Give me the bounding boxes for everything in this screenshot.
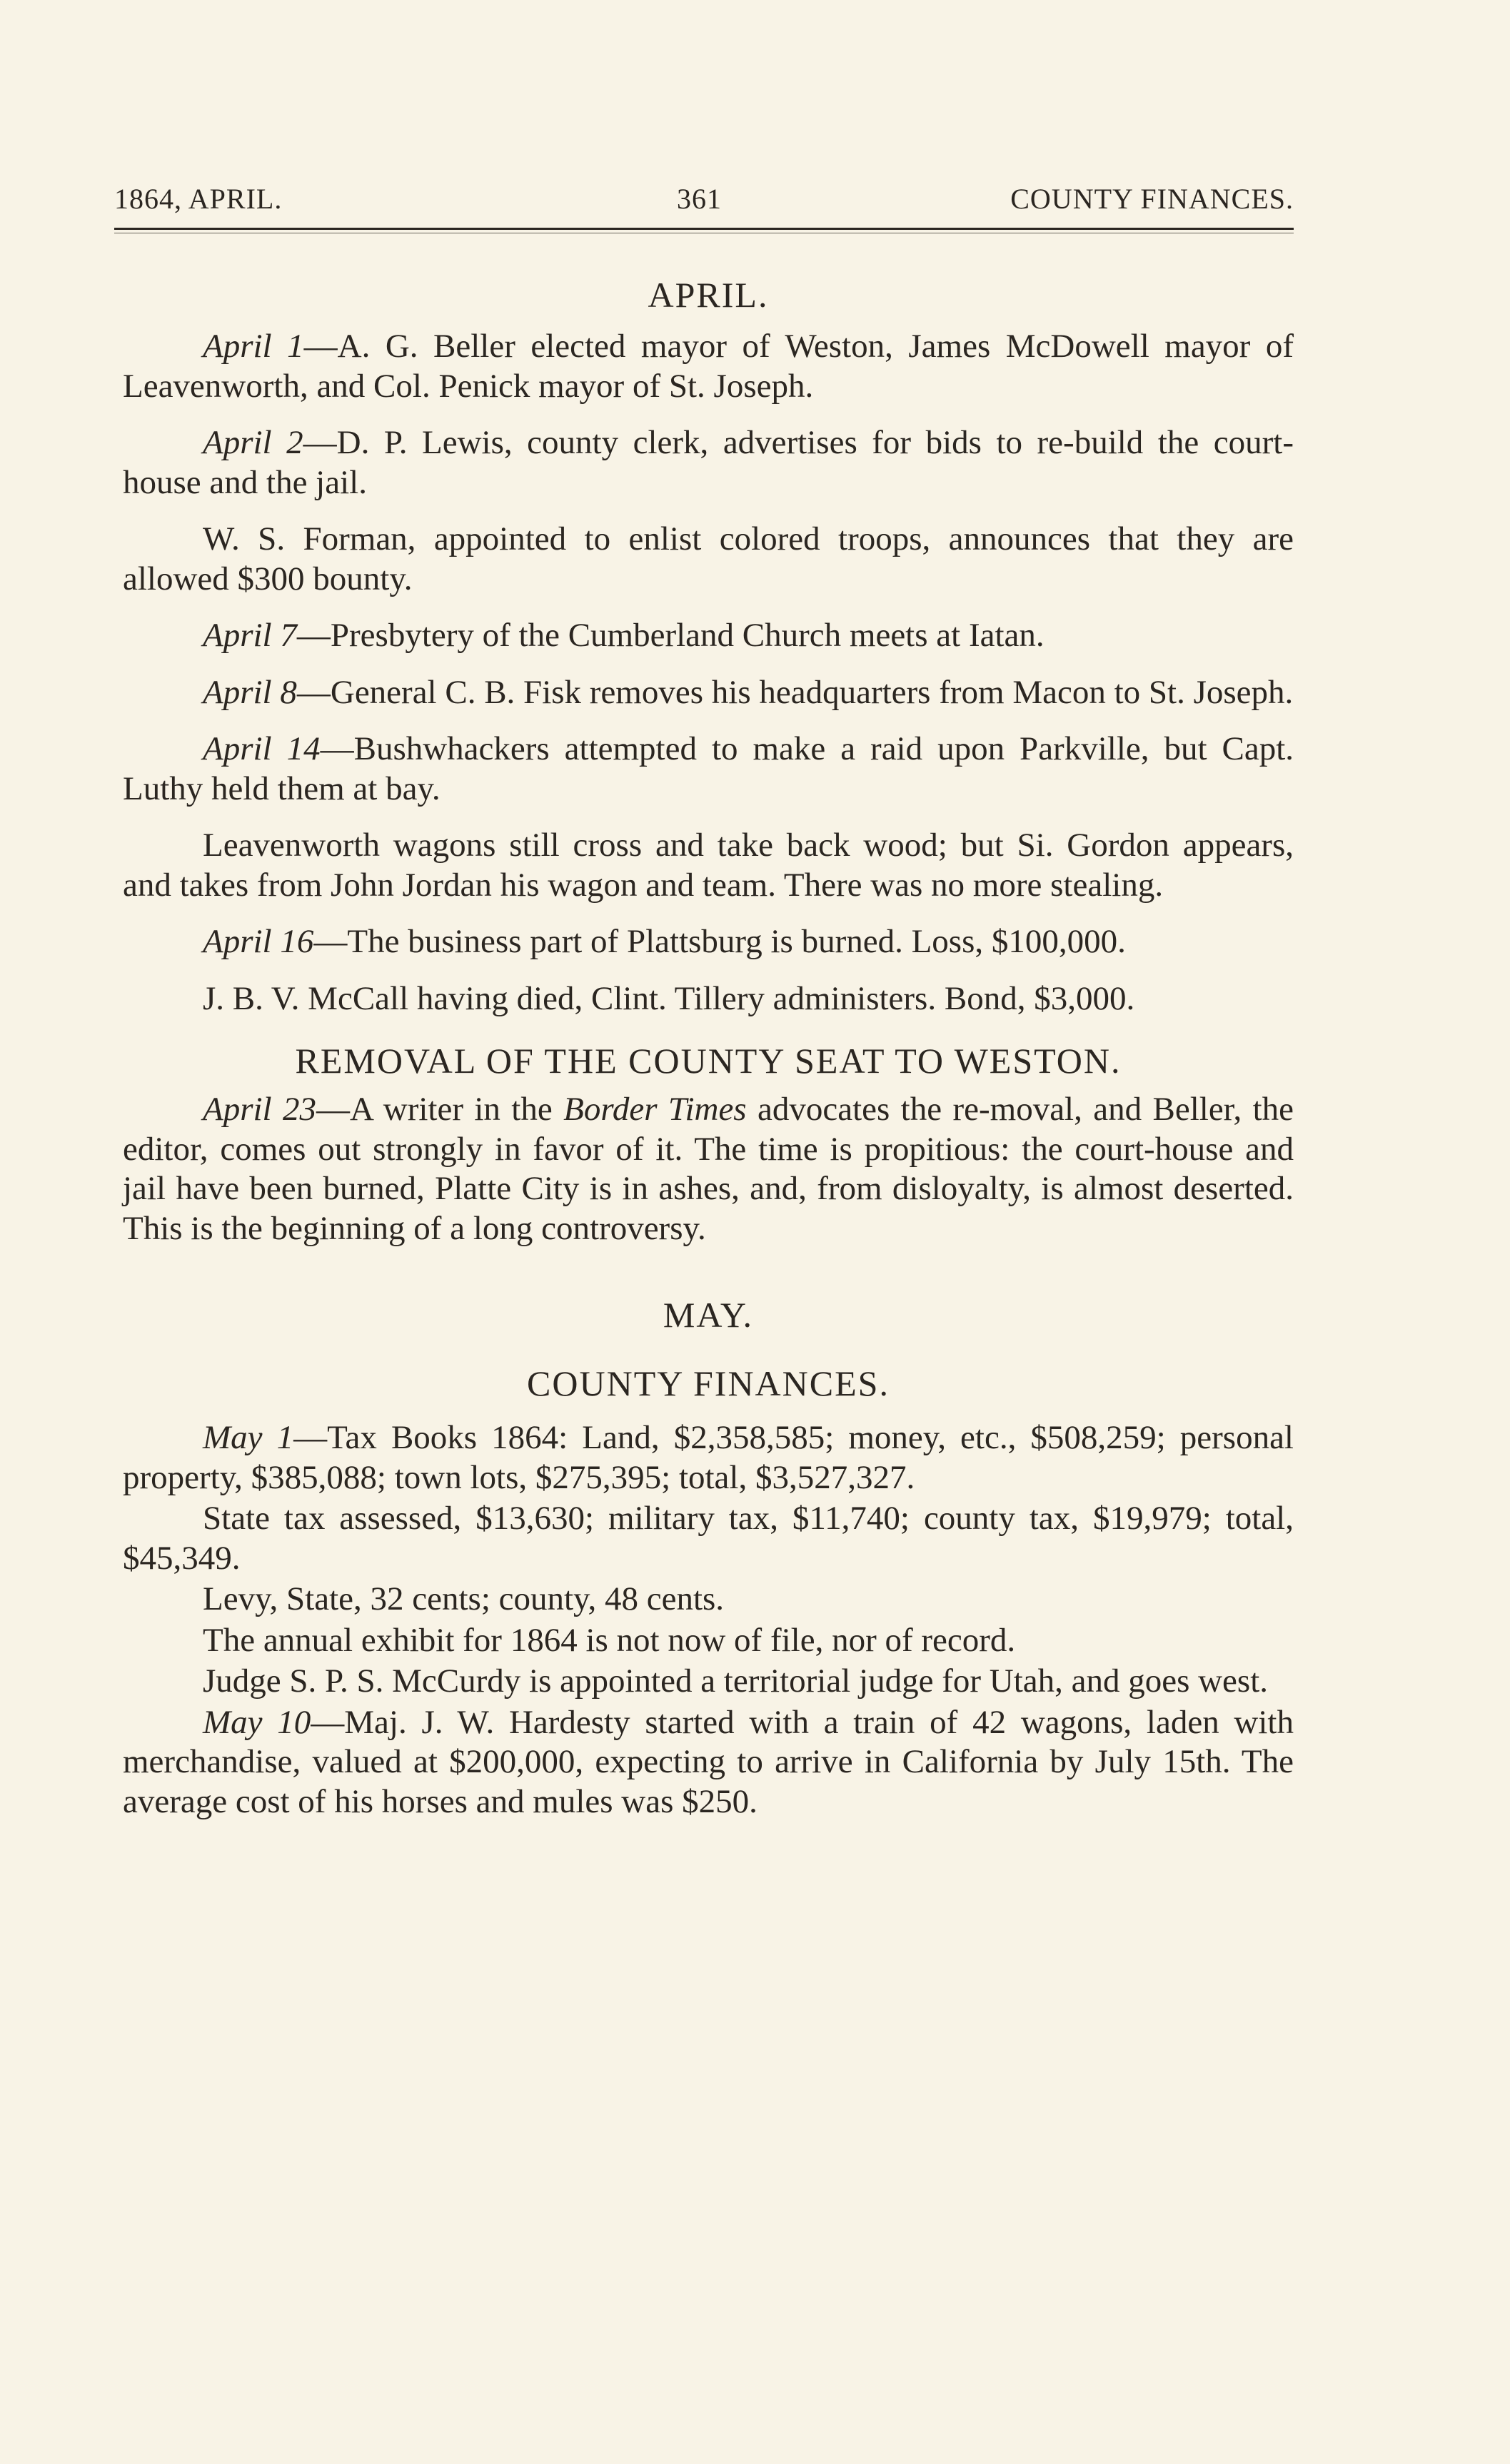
entry-paragraph — [123, 1662, 1294, 1702]
entry-text: —General C. B. Fisk removes his headquarters from Macon to St. Joseph. — [296, 673, 1294, 711]
entry-date: April 7 — [203, 617, 297, 654]
newspaper-title: Border Times — [563, 1091, 747, 1128]
entry-text: —A writer in the — [316, 1091, 564, 1128]
entry-paragraph — [123, 826, 1294, 905]
section-heading-county-finances: COUNTY FINANCES. — [527, 1363, 890, 1403]
page-body — [123, 270, 1294, 1823]
entry-text: State tax assessed, $13,630; military tax, $11,740; county tax, $19,979; total, $45,349. — [123, 1500, 1294, 1577]
section-heading-may: MAY. — [663, 1295, 754, 1335]
entry-paragraph — [123, 1703, 1294, 1822]
running-head-left: 1864, APRIL. — [114, 183, 283, 215]
entry-paragraph — [123, 1090, 1294, 1248]
entry-date: April 14 — [203, 730, 321, 767]
entry-text: —Bushwhackers attempted to make a raid upon Parkville, but Capt. Luthy held them at bay. — [123, 730, 1294, 807]
entry-text: —Maj. J. W. Hardesty started with a train of 42 wagons, laden with merchandise, valued at $200,000, expecting to arrive in California by July 15th. The average cost of his horses and mules was $250. — [123, 1703, 1294, 1820]
entry-text: W. S. Forman, appointed to enlist colored troops, announces that they are allowed $300 bounty. — [123, 520, 1294, 597]
entry-date: April 16 — [203, 923, 314, 960]
page-number: 361 — [677, 183, 722, 215]
entry-date: April 2 — [203, 424, 303, 461]
entry-text: —The business part of Plattsburg is burned. Loss, $100,000. — [313, 923, 1126, 960]
entry-date: May 10 — [203, 1703, 311, 1741]
entry-text: Levy, State, 32 cents; county, 48 cents. — [203, 1580, 725, 1617]
entry-paragraph — [123, 979, 1294, 1019]
section-heading-april: APRIL. — [648, 275, 769, 315]
entry-date: April 1 — [203, 328, 304, 365]
running-head — [114, 182, 1294, 225]
entry-date: May 1 — [203, 1419, 294, 1456]
entry-paragraph — [123, 423, 1294, 503]
entry-paragraph — [123, 1418, 1294, 1498]
entry-text: advocates the re-moval, and Beller, the editor, comes out strongly in favor of it. The time is propitious: the court-house and jail have been burned, Platte City is in ashes, and, from disloyalty, is almost deserted. This is the beginning of a long controversy. — [123, 1091, 1294, 1247]
entry-paragraph — [123, 616, 1294, 656]
entry-paragraph — [123, 922, 1294, 962]
entry-paragraph — [123, 1499, 1294, 1578]
running-head-right: COUNTY FINANCES. — [1010, 183, 1294, 215]
entry-text: —Presbytery of the Cumberland Church meets at Iatan. — [296, 617, 1045, 654]
entry-date: April 23 — [203, 1091, 317, 1128]
entry-paragraph — [123, 1621, 1294, 1661]
entry-text: —Tax Books 1864: Land, $2,358,585; money, etc., $508,259; personal property, $385,088; town lots, $275,395; total, $3,527,327. — [123, 1419, 1294, 1496]
entry-paragraph — [123, 673, 1294, 713]
entry-paragraph — [123, 520, 1294, 599]
entry-text: —D. P. Lewis, county clerk, advertises for bids to re-build the court-house and the jail. — [123, 424, 1294, 501]
entry-paragraph — [123, 729, 1294, 809]
entry-text: Judge S. P. S. McCurdy is appointed a territorial judge for Utah, and goes west. — [203, 1662, 1269, 1700]
section-heading-removal: REMOVAL OF THE COUNTY SEAT TO WESTON. — [295, 1041, 1122, 1081]
entry-date: April 8 — [203, 673, 297, 711]
entry-text: —A. G. Beller elected mayor of Weston, James McDowell mayor of Leavenworth, and Col. Penick mayor of St. Joseph. — [123, 328, 1294, 405]
entry-text: Leavenworth wagons still cross and take back wood; but Si. Gordon appears, and takes from John Jordan his wagon and team. There was no more stealing. — [123, 827, 1294, 904]
entry-paragraph — [123, 327, 1294, 406]
entry-text: J. B. V. McCall having died, Clint. Tillery administers. Bond, $3,000. — [203, 979, 1135, 1017]
entry-text: The annual exhibit for 1864 is not now of file, nor of record. — [203, 1621, 1016, 1659]
entry-paragraph — [123, 1580, 1294, 1620]
header-rule — [114, 228, 1294, 230]
